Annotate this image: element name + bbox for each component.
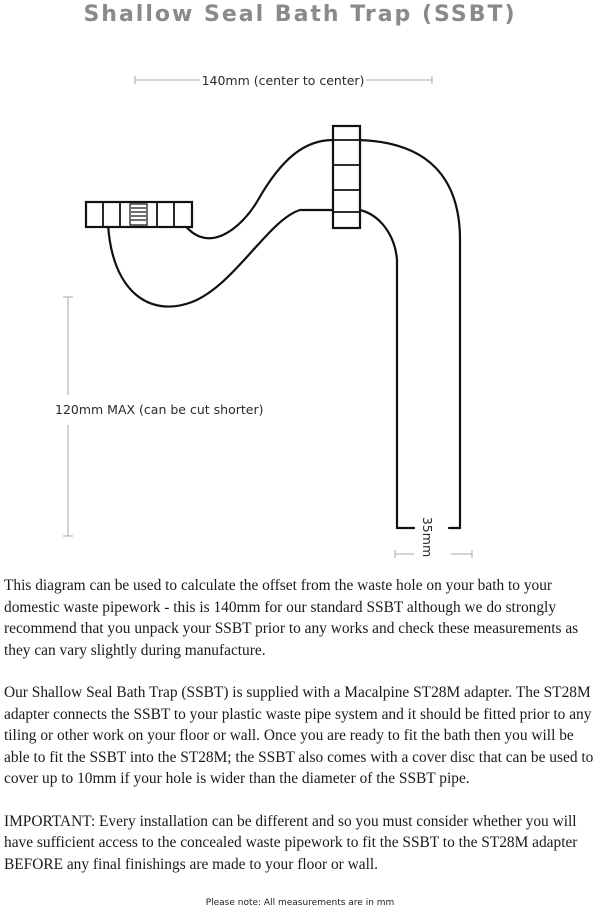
trap-pipe [108, 140, 460, 528]
max-height-dimension [55, 297, 263, 536]
grate-spring [130, 204, 147, 225]
description-text [4, 575, 598, 896]
paragraph-adapter: Our Shallow Seal Bath Trap (SSBT) is supplied with a Macalpine ST28M adapter. The ST28M adapter connects the SSBT to your plastic waste pipe system and it should be fitted prior to any tiling or other work on your floor or wall. Once you are ready to fit the bath then you will be able to fit the SSBT into the ST28M; the SSBT also comes with a cover disc that can be used to cover up to 10mm if your hole is wider than the diameter of the SSBT pipe. [4, 684, 594, 787]
pipe-inner-wall [108, 210, 397, 528]
pipe-outer-wall [180, 140, 460, 528]
paragraph-offset: This diagram can be used to calculate the offset from the waste hole on your bath to your domestic waste pipework - this is 140mm for our standard SSBT although we do strongly recommend that you unpack your SSBT prior to any works and check these measurements as they can vary slightly during manufacture. [4, 577, 579, 659]
paragraph-important: IMPORTANT: Every installation can be different and so you must consider whether you will have sufficient access to the concealed waste pipework to fit the SSBT to the ST28M adapter BEFORE any final finishings are made to your floor or wall. [4, 812, 578, 873]
max-height-label: 120mm MAX (can be cut shorter) [55, 402, 264, 417]
center-to-center-dimension [135, 73, 432, 88]
page-title: Shallow Seal Bath Trap (SSBT) [83, 2, 517, 27]
compression-nut [333, 126, 360, 228]
waste-grate [86, 202, 192, 227]
center-to-center-label: 140mm (center to center) [201, 73, 365, 88]
measurements-footnote: Please note: All measurements are in mm [205, 898, 395, 908]
pipe-diameter-label: 35mm [420, 516, 435, 558]
